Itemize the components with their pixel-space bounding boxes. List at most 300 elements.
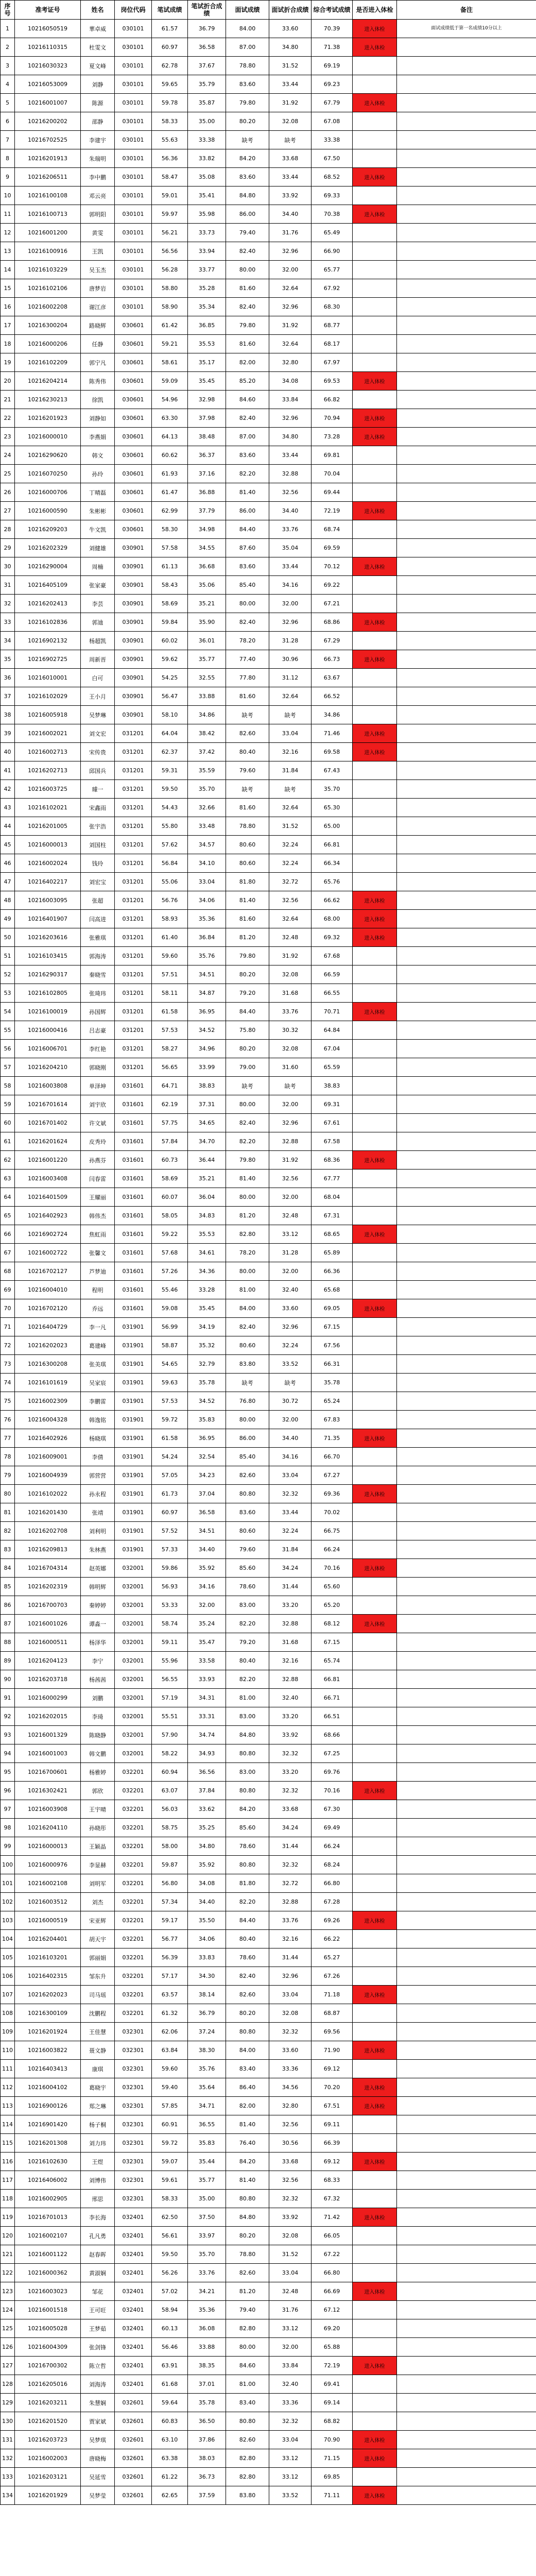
cell-post-code: 032001 [115, 1596, 152, 1615]
table-row [1, 1429, 536, 1448]
cell-physical-exam: 进入体检 [353, 1225, 397, 1244]
cell-written-weighted: 38.03 [188, 2449, 226, 2468]
cell-name: 王可旺 [81, 2301, 115, 2319]
cell-name: 张靖 [81, 1503, 115, 1522]
cell-written-score: 56.39 [152, 1948, 188, 1967]
table-row [1, 1652, 536, 1670]
cell-name: 刘明军 [81, 1874, 115, 1893]
cell-post-code: 032201 [115, 1893, 152, 1911]
cell-post-code: 032201 [115, 1874, 152, 1893]
cell-total-score: 67.29 [312, 632, 353, 650]
cell-name: 闫春雷 [81, 1170, 115, 1188]
cell-index: 56 [1, 1040, 15, 1058]
cell-interview-score: 81.40 [226, 483, 269, 502]
cell-written-score: 63.38 [152, 2449, 188, 2468]
cell-name: 程明 [81, 1281, 115, 1299]
cell-total-score: 70.02 [312, 1503, 353, 1522]
cell-written-score: 63.57 [152, 1986, 188, 2004]
cell-name: 芦梦迪 [81, 1262, 115, 1281]
cell-index: 104 [1, 1930, 15, 1948]
cell-physical-exam [353, 576, 397, 595]
cell-exam-id: 10216002722 [15, 1244, 81, 1262]
cell-name: 皮秀玲 [81, 1132, 115, 1151]
cell-written-score: 59.21 [152, 335, 188, 353]
cell-post-code: 030601 [115, 483, 152, 502]
cell-exam-id: 10216302421 [15, 1782, 81, 1800]
cell-exam-id: 10216900126 [15, 2097, 81, 2115]
cell-physical-exam [353, 1077, 397, 1095]
cell-name: 杨子桐 [81, 2115, 115, 2134]
cell-interview-weighted: 缺考 [269, 706, 312, 724]
cell-interview-score: 84.60 [226, 391, 269, 409]
cell-remarks [397, 613, 536, 632]
cell-name: 许文斌 [81, 1114, 115, 1132]
cell-written-weighted: 37.67 [188, 57, 226, 75]
cell-physical-exam: 进入体检 [353, 205, 397, 224]
cell-exam-id: 10216002108 [15, 1874, 81, 1893]
cell-total-score: 69.81 [312, 446, 353, 465]
cell-post-code: 032201 [115, 1782, 152, 1800]
cell-written-score: 57.68 [152, 1244, 188, 1262]
cell-index: 25 [1, 465, 15, 483]
cell-written-score: 54.24 [152, 1448, 188, 1466]
cell-total-score: 69.31 [312, 1095, 353, 1114]
cell-interview-score: 82.40 [226, 1967, 269, 1986]
cell-written-weighted: 33.58 [188, 1652, 226, 1670]
cell-physical-exam [353, 2375, 397, 2394]
cell-total-score: 68.04 [312, 1188, 353, 1207]
cell-written-weighted: 32.55 [188, 669, 226, 687]
cell-interview-weighted: 31.52 [269, 57, 312, 75]
table-row [1, 1374, 536, 1392]
cell-name: 陈源 [81, 94, 115, 112]
cell-written-score: 56.93 [152, 1578, 188, 1596]
table-row [1, 891, 536, 910]
cell-written-score: 59.72 [152, 1411, 188, 1429]
cell-physical-exam [353, 1374, 397, 1392]
table-row [1, 1114, 536, 1132]
cell-name: 贾家斌 [81, 2412, 115, 2431]
cell-written-weighted: 33.76 [188, 2264, 226, 2282]
cell-post-code: 031601 [115, 1299, 152, 1318]
cell-written-score: 55.06 [152, 873, 188, 891]
cell-name: 黄淑娴 [81, 2264, 115, 2282]
table-row [1, 2060, 536, 2078]
cell-post-code: 030601 [115, 391, 152, 409]
cell-post-code: 032201 [115, 1856, 152, 1874]
cell-name: 李红艳 [81, 1040, 115, 1058]
cell-physical-exam [353, 1095, 397, 1114]
cell-total-score: 66.73 [312, 650, 353, 669]
cell-interview-score: 80.60 [226, 836, 269, 854]
cell-name: 韩文鹏 [81, 1744, 115, 1763]
cell-name: 秦晓雪 [81, 965, 115, 984]
cell-total-score: 66.05 [312, 2227, 353, 2245]
cell-interview-weighted: 31.92 [269, 947, 312, 965]
cell-interview-weighted: 32.32 [269, 1485, 312, 1503]
cell-physical-exam [353, 2134, 397, 2153]
cell-interview-score: 84.20 [226, 2153, 269, 2171]
cell-physical-exam [353, 520, 397, 539]
cell-interview-weighted: 32.16 [269, 1930, 312, 1948]
cell-physical-exam: 进入体检 [353, 1782, 397, 1800]
cell-physical-exam [353, 1392, 397, 1411]
cell-index: 17 [1, 316, 15, 335]
cell-physical-exam [353, 2245, 397, 2264]
cell-written-weighted: 36.01 [188, 632, 226, 650]
cell-name: 李长海 [81, 2208, 115, 2227]
cell-index: 16 [1, 298, 15, 316]
header-remarks: 备注 [397, 1, 536, 20]
cell-exam-id: 10216202319 [15, 1578, 81, 1596]
cell-index: 116 [1, 2153, 15, 2171]
cell-interview-weighted: 32.48 [269, 928, 312, 947]
cell-exam-id: 10216004309 [15, 2338, 81, 2357]
cell-interview-weighted: 32.96 [269, 1318, 312, 1336]
cell-post-code: 031901 [115, 1448, 152, 1466]
cell-written-weighted: 35.92 [188, 1856, 226, 1874]
table-row [1, 2282, 536, 2301]
table-row [1, 1299, 536, 1318]
table-row [1, 316, 536, 335]
cell-post-code: 030101 [115, 279, 152, 298]
cell-index: 132 [1, 2449, 15, 2468]
cell-name: 邵静 [81, 112, 115, 131]
cell-name: 朱彬彬 [81, 502, 115, 520]
cell-written-score: 55.51 [152, 1707, 188, 1726]
table-row [1, 1615, 536, 1633]
cell-index: 45 [1, 836, 15, 854]
cell-exam-id: 10216402217 [15, 873, 81, 891]
cell-remarks [397, 2153, 536, 2171]
cell-name: 朱慧娴 [81, 2394, 115, 2412]
cell-name: 王宇晴 [81, 1800, 115, 1819]
cell-interview-score: 80.80 [226, 1856, 269, 1874]
cell-written-weighted: 37.84 [188, 1782, 226, 1800]
cell-interview-weighted: 32.88 [269, 1132, 312, 1151]
cell-exam-id: 10216701614 [15, 1095, 81, 1114]
cell-index: 23 [1, 428, 15, 446]
cell-interview-weighted: 33.44 [269, 446, 312, 465]
cell-physical-exam [353, 1188, 397, 1207]
cell-interview-score: 79.80 [226, 94, 269, 112]
cell-exam-id: 10216200202 [15, 112, 81, 131]
cell-interview-score: 80.80 [226, 1744, 269, 1763]
cell-index: 59 [1, 1095, 15, 1114]
cell-remarks [397, 75, 536, 94]
cell-index: 115 [1, 2134, 15, 2153]
cell-exam-id: 10216003512 [15, 1893, 81, 1911]
cell-interview-score: 83.00 [226, 1596, 269, 1615]
table-row [1, 57, 536, 75]
cell-post-code: 031601 [115, 1281, 152, 1299]
cell-name: 宋鑫雨 [81, 799, 115, 817]
cell-remarks [397, 2394, 536, 2412]
cell-exam-id: 10216300204 [15, 316, 81, 335]
cell-interview-weighted: 32.00 [269, 1411, 312, 1429]
cell-post-code: 030101 [115, 20, 152, 38]
table-row [1, 149, 536, 168]
cell-interview-score: 84.00 [226, 1299, 269, 1318]
cell-interview-score: 86.40 [226, 2078, 269, 2097]
cell-name: 朱瑞明 [81, 149, 115, 168]
table-row [1, 353, 536, 372]
cell-written-weighted: 35.92 [188, 1559, 226, 1578]
cell-total-score: 67.28 [312, 1893, 353, 1911]
cell-index: 120 [1, 2227, 15, 2245]
table-row [1, 502, 536, 520]
cell-post-code: 031201 [115, 761, 152, 780]
cell-post-code: 030901 [115, 687, 152, 706]
cell-interview-weighted: 32.40 [269, 1689, 312, 1707]
cell-interview-score: 82.60 [226, 724, 269, 743]
cell-written-weighted: 33.31 [188, 1707, 226, 1726]
cell-written-weighted: 33.97 [188, 2227, 226, 2245]
cell-total-score: 66.31 [312, 1355, 353, 1374]
cell-physical-exam [353, 2412, 397, 2431]
cell-written-weighted: 37.79 [188, 502, 226, 520]
table-row [1, 1911, 536, 1930]
cell-physical-exam [353, 817, 397, 836]
cell-total-score: 68.30 [312, 298, 353, 316]
cell-total-score: 69.19 [312, 57, 353, 75]
cell-physical-exam [353, 1578, 397, 1596]
cell-written-weighted: 33.99 [188, 1058, 226, 1077]
cell-written-weighted: 36.08 [188, 2319, 226, 2338]
cell-written-score: 59.40 [152, 2078, 188, 2097]
cell-remarks [397, 669, 536, 687]
cell-index: 97 [1, 1800, 15, 1819]
cell-interview-weighted: 33.92 [269, 187, 312, 205]
cell-interview-score: 87.00 [226, 428, 269, 446]
table-row [1, 1874, 536, 1893]
cell-written-score: 57.19 [152, 1689, 188, 1707]
cell-interview-weighted: 33.76 [269, 520, 312, 539]
cell-index: 77 [1, 1429, 15, 1448]
cell-total-score: 65.20 [312, 1596, 353, 1615]
cell-exam-id: 10216003908 [15, 1800, 81, 1819]
cell-remarks [397, 187, 536, 205]
cell-interview-weighted: 32.72 [269, 873, 312, 891]
cell-written-score: 57.26 [152, 1262, 188, 1281]
cell-total-score: 66.80 [312, 1874, 353, 1893]
cell-interview-weighted: 31.76 [269, 224, 312, 242]
cell-interview-weighted: 32.08 [269, 112, 312, 131]
cell-index: 51 [1, 947, 15, 965]
cell-written-score: 60.07 [152, 1188, 188, 1207]
cell-exam-id: 10216101619 [15, 1374, 81, 1392]
cell-index: 58 [1, 1077, 15, 1095]
cell-written-score: 63.30 [152, 409, 188, 428]
cell-interview-weighted: 33.68 [269, 149, 312, 168]
cell-interview-weighted: 32.32 [269, 2412, 312, 2431]
cell-index: 114 [1, 2115, 15, 2134]
cell-written-weighted: 33.83 [188, 1948, 226, 1967]
cell-physical-exam: 进入体检 [353, 94, 397, 112]
cell-remarks [397, 1578, 536, 1596]
cell-physical-exam: 进入体检 [353, 428, 397, 446]
cell-post-code: 031601 [115, 1114, 152, 1132]
cell-total-score: 69.58 [312, 743, 353, 761]
cell-total-score: 69.23 [312, 75, 353, 94]
cell-post-code: 031601 [115, 1170, 152, 1188]
cell-exam-id: 10216401907 [15, 910, 81, 928]
cell-remarks [397, 1299, 536, 1318]
cell-remarks [397, 1689, 536, 1707]
table-row [1, 2171, 536, 2190]
table-row [1, 1170, 536, 1188]
table-row [1, 947, 536, 965]
cell-interview-weighted: 32.08 [269, 2227, 312, 2245]
cell-written-score: 62.78 [152, 57, 188, 75]
cell-post-code: 030101 [115, 38, 152, 57]
cell-name: 孙晓彤 [81, 1819, 115, 1837]
cell-physical-exam: 进入体检 [353, 724, 397, 743]
cell-remarks [397, 168, 536, 187]
cell-physical-exam [353, 1281, 397, 1299]
cell-post-code: 032401 [115, 2375, 152, 2394]
cell-physical-exam: 进入体检 [353, 409, 397, 428]
cell-physical-exam: 进入体检 [353, 2282, 397, 2301]
cell-physical-exam [353, 1707, 397, 1726]
cell-index: 47 [1, 873, 15, 891]
cell-written-score: 60.02 [152, 632, 188, 650]
cell-total-score: 69.44 [312, 483, 353, 502]
cell-post-code: 031901 [115, 1374, 152, 1392]
cell-remarks [397, 1207, 536, 1225]
cell-interview-score: 83.00 [226, 1763, 269, 1782]
cell-index: 29 [1, 539, 15, 557]
cell-interview-score: 80.20 [226, 112, 269, 131]
cell-remarks [397, 1021, 536, 1040]
cell-written-score: 57.05 [152, 1466, 188, 1485]
cell-physical-exam: 进入体检 [353, 891, 397, 910]
table-row [1, 854, 536, 873]
table-row [1, 780, 536, 799]
cell-interview-score: 83.60 [226, 168, 269, 187]
cell-interview-weighted: 31.76 [269, 2301, 312, 2319]
cell-written-weighted: 35.21 [188, 595, 226, 613]
cell-physical-exam [353, 316, 397, 335]
cell-index: 131 [1, 2431, 15, 2449]
cell-index: 11 [1, 205, 15, 224]
table-row [1, 2357, 536, 2375]
cell-remarks [397, 409, 536, 428]
cell-total-score: 69.56 [312, 2023, 353, 2041]
cell-total-score: 67.21 [312, 595, 353, 613]
cell-total-score: 66.55 [312, 984, 353, 1003]
cell-exam-id: 10216000590 [15, 502, 81, 520]
cell-post-code: 032401 [115, 2264, 152, 2282]
cell-exam-id: 10216102022 [15, 1485, 81, 1503]
cell-exam-id: 10216002021 [15, 724, 81, 743]
cell-name: 胡天宇 [81, 1930, 115, 1948]
cell-index: 38 [1, 706, 15, 724]
cell-remarks [397, 595, 536, 613]
cell-interview-weighted: 32.08 [269, 965, 312, 984]
cell-remarks [397, 1837, 536, 1856]
table-row [1, 1967, 536, 1986]
cell-interview-weighted: 31.84 [269, 1540, 312, 1559]
cell-remarks [397, 557, 536, 576]
cell-name: 孔凡勇 [81, 2227, 115, 2245]
cell-physical-exam: 进入体检 [353, 650, 397, 669]
cell-remarks [397, 2041, 536, 2060]
cell-interview-score: 缺考 [226, 706, 269, 724]
cell-exam-id: 10216000706 [15, 483, 81, 502]
cell-written-weighted: 35.36 [188, 910, 226, 928]
cell-written-score: 55.63 [152, 131, 188, 149]
cell-written-weighted: 34.10 [188, 854, 226, 873]
cell-remarks [397, 520, 536, 539]
cell-physical-exam: 进入体检 [353, 20, 397, 38]
cell-post-code: 031901 [115, 1503, 152, 1522]
table-row [1, 2264, 536, 2282]
cell-physical-exam [353, 279, 397, 298]
cell-written-weighted: 34.98 [188, 520, 226, 539]
cell-remarks [397, 2412, 536, 2431]
cell-written-score: 56.65 [152, 1058, 188, 1077]
cell-total-score: 66.24 [312, 1540, 353, 1559]
cell-index: 86 [1, 1596, 15, 1615]
cell-physical-exam [353, 1355, 397, 1374]
cell-total-score: 64.84 [312, 1021, 353, 1040]
cell-index: 119 [1, 2208, 15, 2227]
cell-post-code: 032201 [115, 1911, 152, 1930]
cell-name: 牛文凯 [81, 520, 115, 539]
cell-name: 吴延雪 [81, 2468, 115, 2486]
cell-exam-id: 10216102805 [15, 984, 81, 1003]
cell-written-score: 58.87 [152, 1336, 188, 1355]
cell-exam-id: 10216401509 [15, 1188, 81, 1207]
cell-exam-id: 10216901420 [15, 2115, 81, 2134]
cell-name: 韩文 [81, 446, 115, 465]
cell-exam-id: 10216110315 [15, 38, 81, 57]
cell-index: 106 [1, 1967, 15, 1986]
cell-name: 李鹏雷 [81, 1392, 115, 1411]
table-row [1, 2004, 536, 2023]
cell-physical-exam: 进入体检 [353, 1559, 397, 1578]
table-row [1, 1763, 536, 1782]
table-row [1, 2041, 536, 2060]
cell-remarks [397, 2097, 536, 2115]
cell-physical-exam [353, 261, 397, 279]
cell-interview-weighted: 32.24 [269, 1336, 312, 1355]
cell-written-weighted: 32.00 [188, 1596, 226, 1615]
cell-exam-id: 10216203723 [15, 2431, 81, 2449]
cell-total-score: 65.77 [312, 261, 353, 279]
cell-name: 刘静 [81, 75, 115, 94]
cell-remarks [397, 502, 536, 520]
cell-post-code: 030901 [115, 650, 152, 669]
cell-remarks [397, 2357, 536, 2375]
cell-interview-score: 81.60 [226, 279, 269, 298]
cell-interview-score: 82.40 [226, 1318, 269, 1336]
cell-interview-weighted: 34.16 [269, 1448, 312, 1466]
cell-remarks [397, 1856, 536, 1874]
table-row [1, 224, 536, 242]
cell-interview-score: 81.60 [226, 799, 269, 817]
cell-remarks [397, 1819, 536, 1837]
cell-name: 王煜 [81, 2153, 115, 2171]
cell-exam-id: 10216902725 [15, 650, 81, 669]
cell-written-weighted: 36.95 [188, 1003, 226, 1021]
cell-written-score: 57.17 [152, 1967, 188, 1986]
cell-interview-weighted: 32.56 [269, 1170, 312, 1188]
cell-remarks [397, 761, 536, 780]
cell-post-code: 031201 [115, 984, 152, 1003]
cell-exam-id: 10216204401 [15, 1930, 81, 1948]
